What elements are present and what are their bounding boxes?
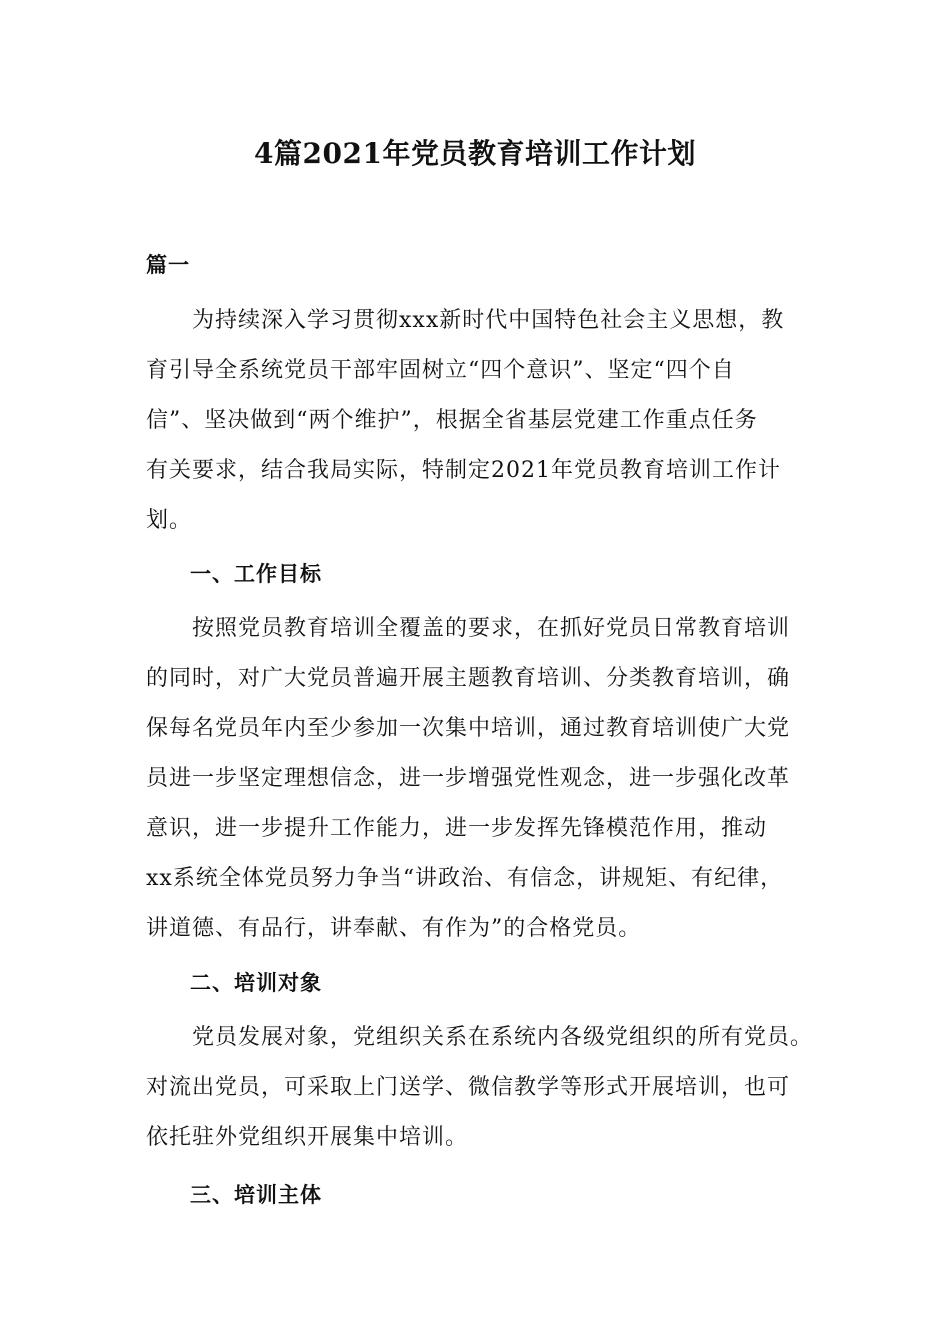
section-heading-goals: 一、工作目标 — [190, 561, 322, 586]
paragraph-line: 按照党员教育培训全覆盖的要求，在抓好党员日常教育培训 — [146, 616, 791, 641]
paragraph-line: 的同时，对广大党员普遍开展主题教育培训、分类教育培训，确 — [146, 666, 791, 691]
paragraph-line: 划。 — [146, 508, 193, 533]
paragraph-line: 为持续深入学习贯彻xxx新时代中国特色社会主义思想，教 — [146, 308, 785, 333]
section-heading-trainees: 二、培训对象 — [190, 970, 322, 995]
paragraph-line: 对流出党员，可采取上门送学、微信教学等形式开展培训，也可 — [146, 1075, 791, 1100]
document-title: 4篇2021年党员教育培训工作计划 — [254, 137, 696, 170]
intro-paragraph — [146, 296, 806, 546]
paragraph-line: 党员发展对象，党组织关系在系统内各级党组织的所有党员。 — [146, 1025, 814, 1050]
paragraph-line: 有关要求，结合我局实际，特制定2021年党员教育培训工作计 — [146, 458, 781, 483]
paragraph-line: 信”、坚决做到“两个维护”，根据全省基层党建工作重点任务 — [146, 408, 758, 433]
paragraph-line: 依托驻外党组织开展集中培训。 — [146, 1125, 469, 1150]
section-heading-trainers: 三、培训主体 — [190, 1182, 322, 1207]
paragraph-line: xx系统全体党员努力争当“讲政治、有信念，讲规矩、有纪律， — [146, 866, 784, 891]
paragraph-line: 意识，进一步提升工作能力，进一步发挥先锋模范作用，推动 — [146, 816, 768, 841]
goals-paragraph — [146, 604, 806, 954]
trainees-paragraph — [146, 1013, 814, 1163]
paragraph-line: 保每名党员年内至少参加一次集中培训，通过教育培训使广大党 — [146, 716, 791, 741]
paragraph-line: 讲道德、有品行，讲奉献、有作为”的合格党员。 — [146, 916, 642, 941]
paragraph-line: 员进一步坚定理想信念，进一步增强党性观念，进一步强化改革 — [146, 766, 791, 791]
paragraph-line: 育引导全系统党员干部牢固树立“四个意识”、坚定“四个自 — [146, 358, 735, 383]
part-label: 篇一 — [146, 252, 190, 277]
